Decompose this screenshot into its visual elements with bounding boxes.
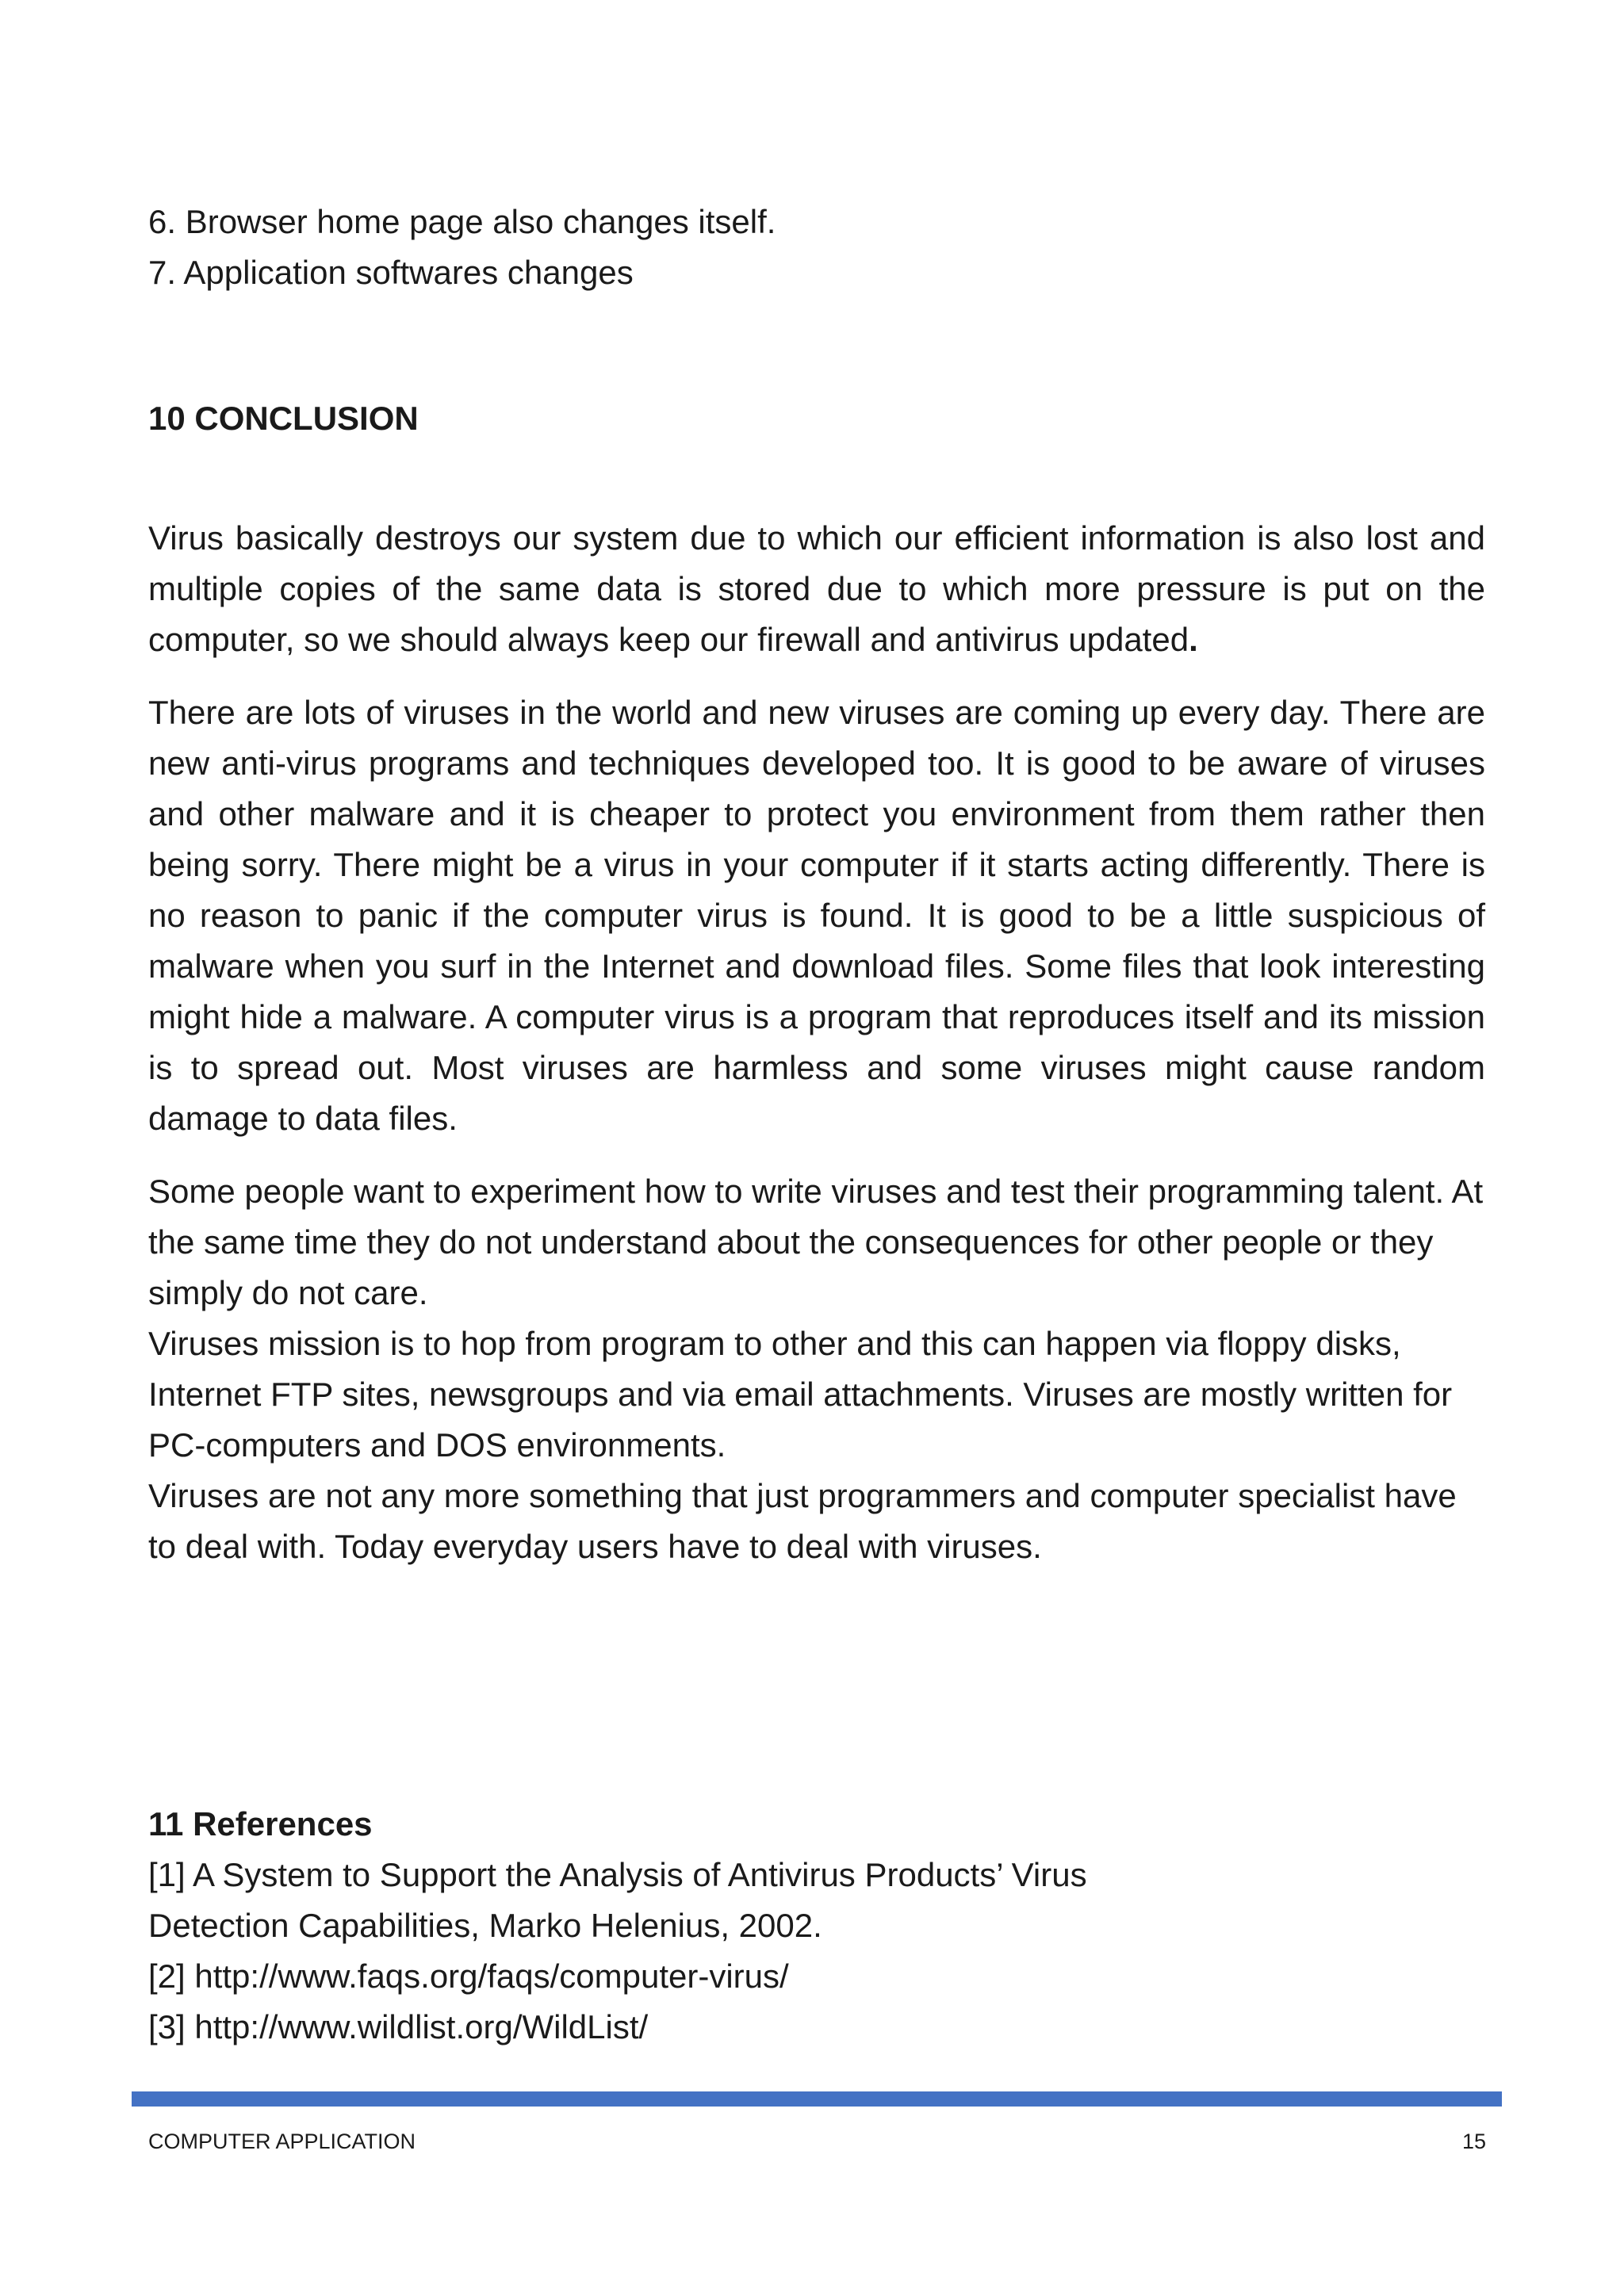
conclusion-paragraph-4: Viruses mission is to hop from program to other and this can happen via floppy disks, Internet FTP sites, newsgroups and via email attachments. Viruses are mostly written for PC-computers and DOS environments.: [148, 1325, 1453, 1464]
footer-divider: [132, 2091, 1502, 2107]
conclusion-paragraph-3: Some people want to experiment how to write viruses and test their programming talent. At the same time they do not understand about the consequences for other people or they simply do not care.: [148, 1173, 1484, 1311]
page-number: 15: [1461, 2130, 1486, 2153]
conclusion-heading: 10 CONCLUSION: [148, 400, 419, 437]
conclusion-paragraph-5: Viruses are not any more something that just programmers and computer specialist have to deal with. Today everyday users have to deal with viruses.: [148, 1477, 1457, 1565]
reference-line: [2] http://www.faqs.org/faqs/computer-virus/: [148, 1957, 789, 1995]
references-heading: 11 References: [148, 1805, 373, 1843]
reference-line: Detection Capabilities, Marko Helenius, 2002.: [148, 1907, 822, 1944]
conclusion-paragraph-2: There are lots of viruses in the world and new viruses are coming up every day. There are new anti-virus programs and techniques developed too. It is good to be aware of viruses and other malware and it is cheaper to protect you environment from them rather then being sorry. There might be a virus in your computer if it starts acting differently. There is no reason to panic if the computer virus is found. It is good to be a little suspicious of malware when you surf in the Internet and download files. Some files that look interesting might hide a malware. A computer virus is a program that reproduces itself and its mission is to spread out. Most viruses are harmless and some viruses might cause random damage to data files.: [148, 694, 1485, 1137]
conclusion-paragraph-1-text: Virus basically destroys our system due to which our efficient information is also lost and multiple copies of the same data is stored due to which more pressure is put on the computer, so we should always keep our firewall and antivirus updated: [148, 519, 1485, 658]
page-content: [148, 197, 1485, 2053]
footer-title: COMPUTER APPLICATION: [148, 2130, 416, 2153]
conclusion-paragraph-1: [148, 513, 1485, 665]
list-item: 6. Browser home page also changes itself.: [148, 203, 776, 240]
reference-line: [3] http://www.wildlist.org/WildList/: [148, 2008, 649, 2045]
reference-line: [1] A System to Support the Analysis of Antivirus Products’ Virus: [148, 1856, 1087, 1893]
list-item: 7. Application softwares changes: [148, 254, 634, 291]
conclusion-paragraph-1-period: .: [1189, 621, 1198, 658]
